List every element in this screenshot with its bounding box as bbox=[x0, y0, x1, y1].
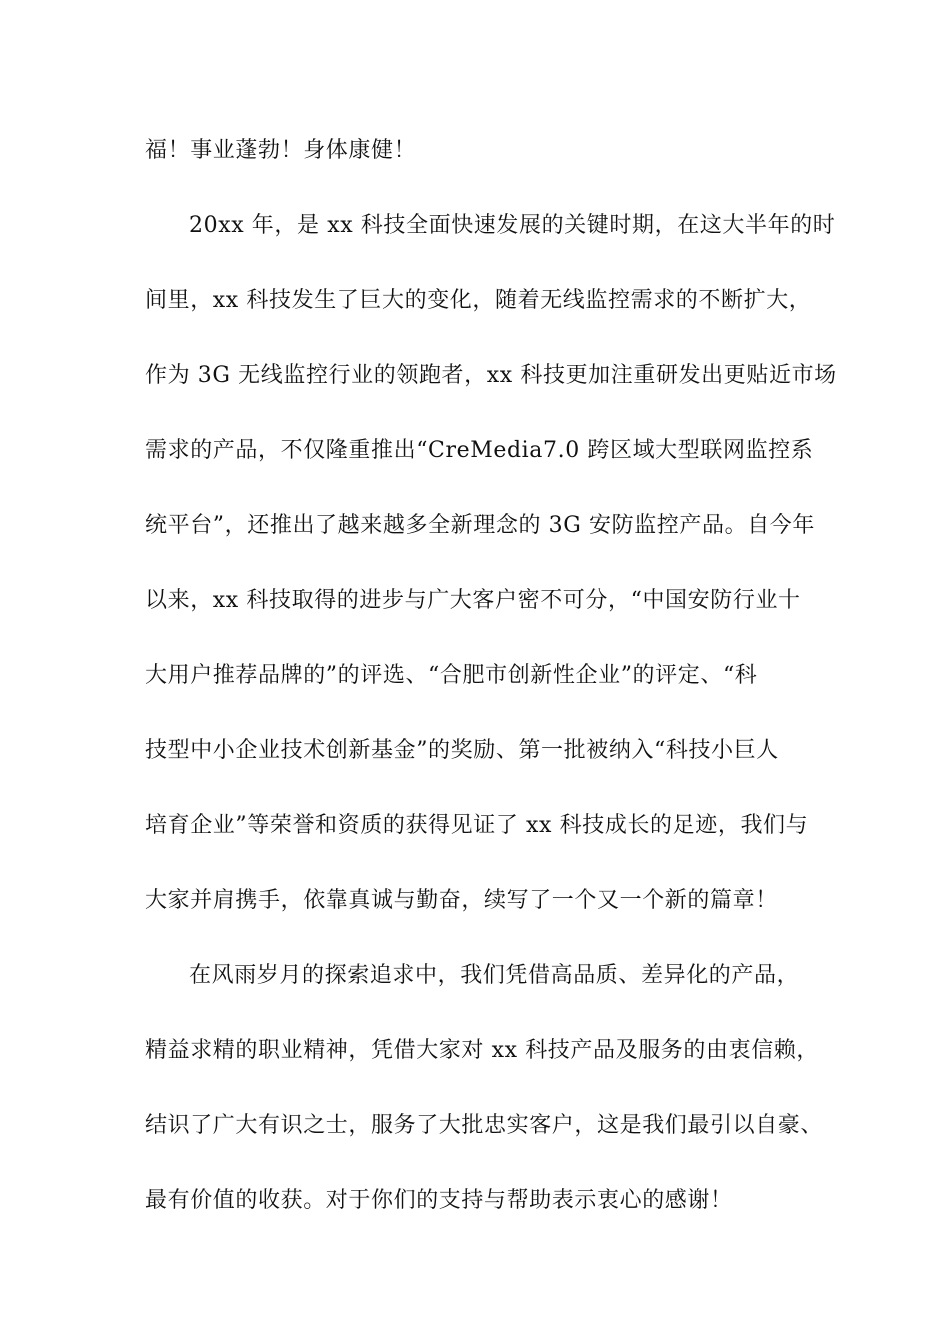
text-line: 最有价值的收获。对于你们的支持与帮助表示衷心的感谢！ bbox=[145, 1188, 733, 1213]
text-line: 精益求精的职业精神，凭借大家对 xx 科技产品及服务的由衷信赖， bbox=[145, 1038, 820, 1063]
text-line: 间里，xx 科技发生了巨大的变化，随着无线监控需求的不断扩大， bbox=[145, 288, 812, 313]
text-line: 大用户推荐品牌的”的评选、“合肥市创新性企业”的评定、“科 bbox=[145, 663, 758, 688]
text-line: 培育企业”等荣誉和资质的获得见证了 xx 科技成长的足迹，我们与 bbox=[145, 813, 809, 838]
text-line: 统平台”，还推出了越来越多全新理念的 3G 安防监控产品。自今年 bbox=[145, 513, 816, 538]
paragraph-first-line: 在风雨岁月的探索追求中，我们凭借高品质、差异化的产品， bbox=[189, 963, 800, 988]
text-line: 技型中小企业技术创新基金”的奖励、第一批被纳入“科技小巨人 bbox=[145, 738, 779, 763]
text-line: 大家并肩携手，依靠真诚与勤奋，续写了一个又一个新的篇章！ bbox=[145, 888, 778, 913]
paragraph-first-line: 20xx 年，是 xx 科技全面快速发展的关键时期，在这大半年的时 bbox=[189, 213, 836, 238]
text-line: 福！事业蓬勃！身体康健！ bbox=[145, 138, 417, 163]
text-line: 以来，xx 科技取得的进步与广大客户密不可分，“中国安防行业十 bbox=[145, 588, 801, 613]
text-line: 结识了广大有识之士，服务了大批忠实客户，这是我们最引以自豪、 bbox=[145, 1113, 824, 1138]
text-line: 作为 3G 无线监控行业的领跑者，xx 科技更加注重研发出更贴近市场 bbox=[145, 363, 837, 388]
text-line: 需求的产品，不仅隆重推出“CreMedia7.0 跨区域大型联网监控系 bbox=[145, 438, 814, 463]
